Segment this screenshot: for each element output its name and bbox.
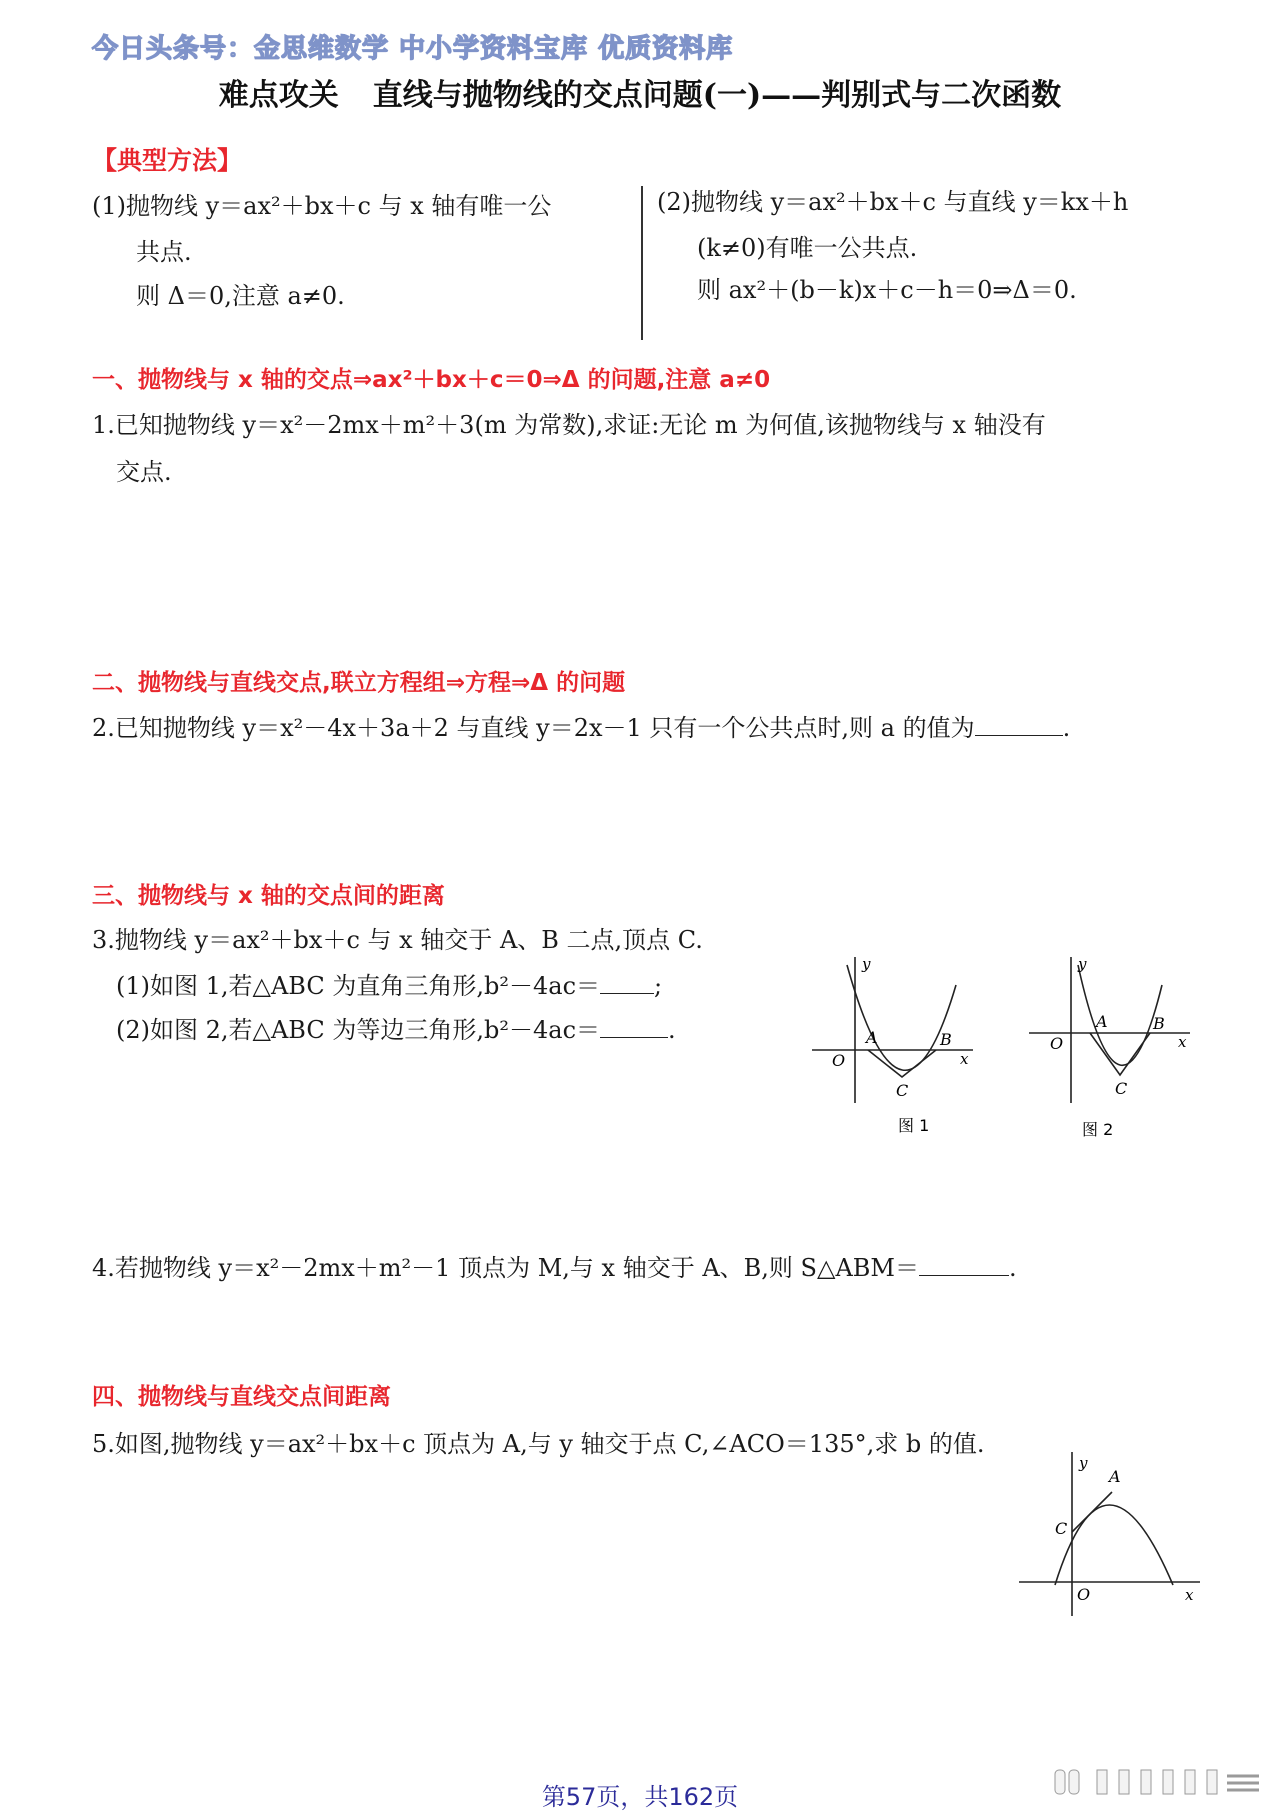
figure-1 (808, 955, 978, 1145)
fig1-triangle (868, 1050, 936, 1077)
section-3-heading: 三、抛物线与 x 轴的交点间的距离 (92, 883, 445, 909)
page-title (0, 70, 1280, 114)
method2-line2: (k≠0)有唯一公共点. (697, 234, 918, 262)
toolbar-bar-6 (1207, 1770, 1217, 1794)
fig2-label-y: y (1078, 955, 1087, 973)
fig1-caption: 图 1 (898, 1116, 930, 1135)
section-1-heading: 一、抛物线与 x 轴的交点⇒ax²＋bx＋c＝0⇒Δ 的问题,注意 a≠0 (92, 367, 771, 393)
toolbar-handle-2 (1069, 1770, 1079, 1794)
watermark-text: 今日头条号：金思维数学 中小学资料宝库 优质资料库 (92, 34, 734, 64)
answer-blank-3-2[interactable] (600, 1017, 668, 1038)
answer-blank-2[interactable] (975, 715, 1063, 736)
problem-1-line1: 1.已知抛物线 y＝x²－2mx＋m²＋3(m 为常数),求证:无论 m 为何值,该抛物线与 x 轴没有 (92, 411, 1046, 439)
toolbar-bar-4 (1163, 1770, 1173, 1794)
fig2-parabola (1078, 965, 1162, 1065)
problem-2-period: . (1062, 714, 1071, 742)
problem-4 (92, 1248, 1017, 1283)
method1-line1: (1)抛物线 y＝ax²＋bx＋c 与 x 轴有唯一公 (92, 192, 552, 220)
toolbar-bar-1 (1097, 1770, 1107, 1794)
fig1-label-c: C (896, 1081, 909, 1100)
section-4-heading: 四、抛物线与直线交点间距离 (92, 1384, 391, 1410)
title-part2: 直线与抛物线的交点问题(一)——判别式与二次函数 (372, 78, 1062, 113)
title-part1: 难点攻关 (218, 78, 339, 113)
fig1-label-b: B (940, 1030, 952, 1049)
section-2-heading: 二、抛物线与直线交点,联立方程组⇒方程⇒Δ 的问题 (92, 670, 626, 696)
problem-3-part1-semicolon: ; (654, 972, 663, 1000)
fig2-label-x: x (1178, 1033, 1187, 1051)
fig3-label-a: A (1109, 1467, 1121, 1486)
fig3-label-c: C (1055, 1519, 1068, 1538)
problem-1-line2: 交点. (116, 458, 172, 486)
fig2-label-o: O (1050, 1034, 1064, 1053)
problem-4-period: . (1009, 1254, 1017, 1282)
fig2-label-c: C (1115, 1079, 1128, 1098)
figure-3 (1015, 1450, 1205, 1620)
toolbar-bar-5 (1185, 1770, 1195, 1794)
fig3-label-x: x (1185, 1586, 1194, 1604)
toolbar-handle-1 (1055, 1770, 1065, 1794)
fig3-label-y: y (1079, 1454, 1088, 1472)
problem-3-line1: 3.抛物线 y＝ax²＋bx＋c 与 x 轴交于 A、B 二点,顶点 C. (92, 926, 703, 954)
toolbar-bar-3 (1141, 1770, 1151, 1794)
toolbar-bar-2 (1119, 1770, 1129, 1794)
problem-2 (92, 708, 1070, 743)
problem-3-part1-text: (1)如图 1,若△ABC 为直角三角形,b²－4ac＝ (116, 972, 601, 1000)
method-divider (641, 186, 643, 340)
problem-3-part2-text: (2)如图 2,若△ABC 为等边三角形,b²－4ac＝ (116, 1016, 601, 1044)
method1-line3: 则 Δ＝0,注意 a≠0. (136, 282, 345, 310)
fig1-label-x: x (960, 1050, 969, 1068)
answer-blank-4[interactable] (919, 1255, 1009, 1276)
answer-blank-3-1[interactable] (600, 973, 654, 994)
fig1-parabola (847, 965, 956, 1070)
fig1-label-a: A (866, 1028, 878, 1047)
fig1-label-y: y (862, 955, 871, 973)
fig1-label-o: O (832, 1051, 846, 1070)
method2-line1: (2)抛物线 y＝ax²＋bx＋c 与直线 y＝kx＋h (657, 188, 1129, 216)
problem-3-line3 (116, 1010, 676, 1045)
problem-3-line2 (116, 966, 662, 1001)
figure-2 (1026, 955, 1196, 1145)
fig2-label-b: B (1153, 1014, 1165, 1033)
problem-2-text: 2.已知抛物线 y＝x²－4x＋3a＋2 与直线 y＝2x－1 只有一个公共点时,则 a 的值为 (92, 714, 975, 742)
scroll-toolbar-icon[interactable] (1053, 1768, 1263, 1796)
method1-line2: 共点. (136, 238, 192, 266)
fig2-caption: 图 2 (1082, 1120, 1114, 1139)
method2-line3: 则 ax²＋(b－k)x＋c－h＝0⇒Δ＝0. (697, 276, 1077, 304)
page-indicator: 第57页，共162页 (541, 1783, 739, 1811)
fig3-label-o: O (1077, 1585, 1091, 1604)
problem-4-text: 4.若抛物线 y＝x²－2mx＋m²－1 顶点为 M,与 x 轴交于 A、B,则 S△ABM＝ (92, 1254, 920, 1282)
problem-3-part2-period: . (668, 1016, 676, 1044)
problem-5: 5.如图,抛物线 y＝ax²＋bx＋c 顶点为 A,与 y 轴交于点 C,∠ACO＝135°,求 b 的值. (92, 1430, 985, 1458)
fig3-segment-ca (1072, 1492, 1112, 1532)
typical-methods-label: 【典型方法】 (92, 146, 243, 175)
fig2-label-a: A (1096, 1012, 1108, 1031)
